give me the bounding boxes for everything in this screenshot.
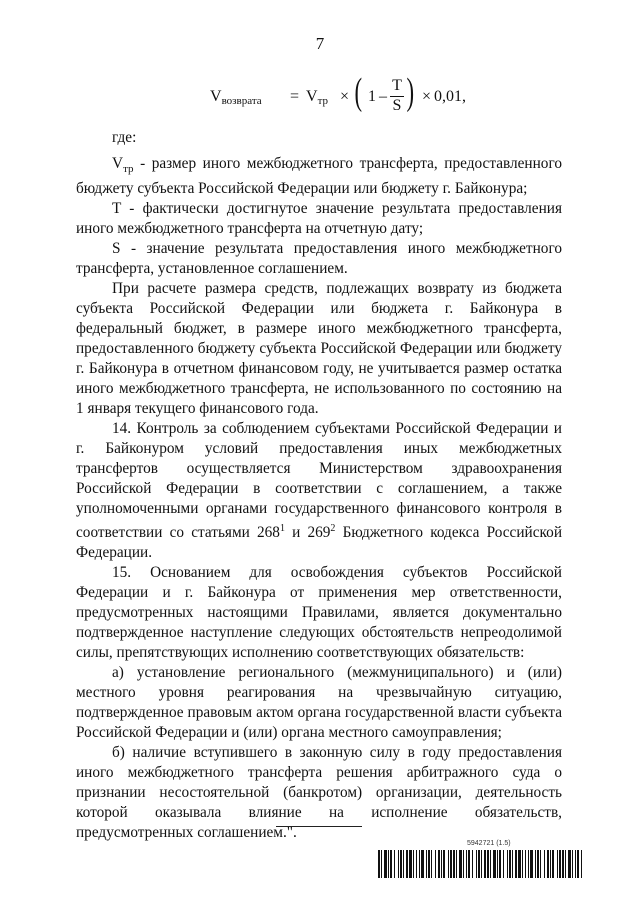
document-body <box>76 124 562 843</box>
paragraph-14: 14. Контроль за соблюдением субъектами Российской Федерации и г. Байконуром условий предоставления иных межбюджетных трансфертов осуществляется Министерством здравоохранения Российской Федерации в соответствии с соглашением, а также уполномоченными органами государственного финансового контроля в соответствии со статьями $268^1$ и $269^2$ Бюджетного кодекса Российской Федерации. <box>76 420 562 562</box>
left-paren: ( <box>354 71 363 113</box>
item-a: а) установление регионального (межмуниципального) и (или) местного уровня реагирования на чрезвычайную ситуацию, подтвержденное правовым актом органа государственной власти субъекта Российской Федерации и (или) органа местного самоуправления; <box>76 664 562 742</box>
paragraph-calculation: При расчете размера средств, подлежащих возврату из бюджета субъекта Российской Федерации или бюджета г. Байконура в федеральный бюджет, в размере иного межбюджетного трансферта, предоставленного бюджету субъекта Российской Федерации или бюджету г. Байконура в отчетном финансовом году, не учитывается размер остатка иного межбюджетного трансферта, не использованного по состоянию на 1 января текущего финансового года. <box>76 280 562 418</box>
definition-vtr: $V_{тр}$ - размер иного межбюджетного трансферта, предоставленного бюджету субъекта Российской Федерации или бюджету г. Байконура; <box>76 155 562 198</box>
right-paren: ) <box>406 71 415 113</box>
fraction-denominator: S <box>392 97 402 114</box>
definition-s: S - значение результата предоставления иного межбюджетного трансферта, установленное соглашением. <box>76 240 562 278</box>
paragraph-15: 15. Основанием для освобождения субъектов Российской Федерации и г. Байконура от применения мер ответственности, предусмотренных настоящими Правилами, является документально подтвержденное наступление следующих обстоятельств непреодолимой силы, препятствующих исполнению соответствующих обязательств: <box>76 564 562 662</box>
item-b: б) наличие вступившего в законную силу в году предоставления иного межбюджетного трансферта решения арбитражного суда о признании несостоятельной (банкротом) организации, деятельность которой оказывала влияние на исполнение обязательств, предусмотренных соглашением.". <box>76 744 562 842</box>
fraction-numerator: T <box>392 77 402 94</box>
definition-t: T - фактически достигнутое значение результата предоставления иного межбюджетного трансферта на отчетную дату; <box>76 200 562 238</box>
page-number: 7 <box>315 34 325 53</box>
document-code: 5942721 (1.5) <box>467 840 511 847</box>
where-label: где: <box>112 129 137 146</box>
refund-formula: $V_{возврата}$ = $V_{тр}$ × ( 1 – T S ) × 0,01, <box>210 71 466 114</box>
barcode-icon <box>378 850 582 878</box>
separator-line <box>276 826 362 827</box>
